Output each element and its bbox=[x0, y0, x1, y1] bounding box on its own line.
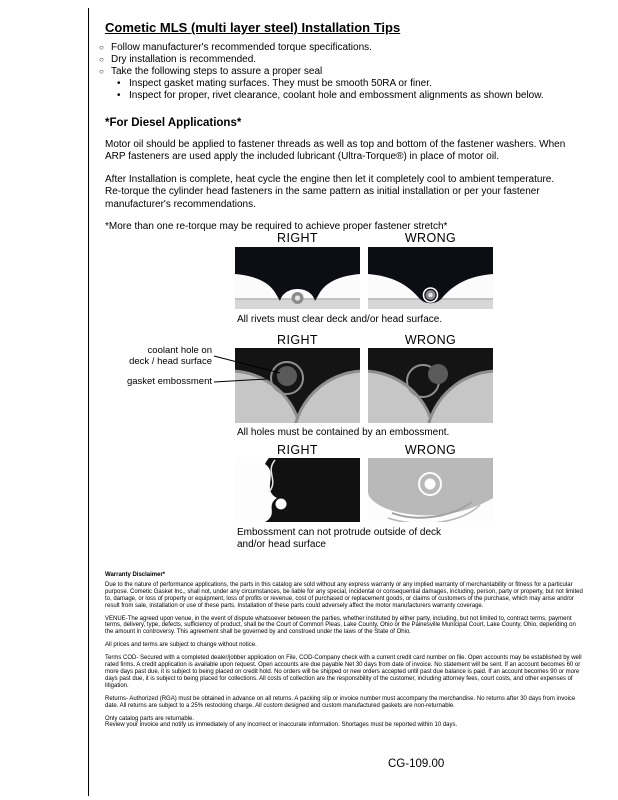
diagram-header-right: RIGHT bbox=[277, 443, 318, 457]
tip-text: Follow manufacturer's recommended torque specifications. bbox=[111, 42, 372, 53]
gasket-embossment-label: gasket embossment bbox=[126, 376, 212, 387]
list-item bbox=[99, 66, 581, 78]
tip-text: Take the following steps to assure a proper seal bbox=[111, 66, 323, 77]
legal-paragraph: All prices and terms are subject to change without notice. bbox=[105, 642, 257, 649]
warranty-disclaimer-section bbox=[105, 572, 583, 735]
legal-paragraph: Terms COD- Secured with a completed dealer/jobber application on File, COD-Company check with a current credit card number on file. Open accounts may be established by well rated firms. A credit application is available upon request. Open accounts are due payable Net 30 days from date of invoice. No statement will be sent. If an account becomes 60 or more days past due, it is subject to being placed on credit hold. No orders will be shipped or new orders accepted until past due balance is paid. If an account becomes 90 or more days past due, it is subject to being placed for collections. All costs of collection are the responsibility of the customer, including attorney fees, court costs, and other expenses of litigation. bbox=[105, 655, 582, 689]
rivet-clearance-wrong-image bbox=[368, 247, 493, 309]
diagram-header-wrong: WRONG bbox=[404, 333, 457, 347]
diagram-caption: All rivets must clear deck and/or head surface. bbox=[237, 314, 443, 325]
open-bullet-icon: ○ bbox=[99, 67, 104, 76]
coolant-hole-label-line1: coolant hole on bbox=[147, 345, 212, 356]
diagram-caption: and/or head surface bbox=[237, 539, 326, 550]
diesel-paragraph: After Installation is complete, heat cycle the engine then let it completely cool to ambient temperature. Re-torque the cylinder head fasteners in the same pattern as initial installation or per your fastener manufacturer's recommendations. bbox=[105, 173, 555, 210]
diagram-header-wrong: WRONG bbox=[404, 231, 457, 245]
page-left-rule bbox=[88, 8, 89, 796]
list-item bbox=[99, 54, 581, 66]
legal-paragraph: Returns- Authorized (RGA) must be obtained in advance on all returns. A packing slip or invoice number must accompany the merchandise. No returns after 30 days from invoice date. All returns are subject to a 25% restocking charge. All custom designed and custom manufactured gaskets are non-returnable. bbox=[105, 695, 576, 709]
embossment-wrong-image bbox=[368, 458, 493, 522]
diagram-header-right: RIGHT bbox=[277, 231, 318, 245]
legal-paragraph: Only catalog parts are returnable. bbox=[105, 715, 195, 722]
filled-bullet-icon: • bbox=[117, 90, 121, 101]
coolant-hole-label-line2: deck / head surface bbox=[129, 355, 212, 367]
embossment-right-image bbox=[235, 458, 360, 522]
diagram-caption: All holes must be contained by an embossment. bbox=[237, 427, 450, 438]
coolant-hole-label bbox=[104, 346, 212, 367]
filled-bullet-icon: • bbox=[117, 78, 121, 89]
diagram-header-wrong: WRONG bbox=[404, 443, 457, 457]
coolant-hole-right-image bbox=[235, 348, 360, 423]
list-item bbox=[99, 42, 581, 54]
tip-sub-text: Inspect gasket mating surfaces. They must be smooth 50RA or finer. bbox=[129, 78, 432, 89]
coolant-hole-wrong-image bbox=[368, 348, 493, 423]
open-bullet-icon: ○ bbox=[99, 43, 104, 52]
page-code: CG-109.00 bbox=[388, 758, 445, 770]
diesel-applications-section bbox=[105, 117, 573, 244]
diesel-paragraph: *More than one re-torque may be required to achieve proper fastener stretch* bbox=[105, 221, 448, 232]
tip-sub-text: Inspect for proper, rivet clearance, coolant hole and embossment alignments as shown below. bbox=[129, 90, 544, 101]
warranty-disclaimer-title: Warranty Disclaimer* bbox=[105, 572, 166, 578]
sub-list-item bbox=[117, 90, 581, 102]
open-bullet-icon: ○ bbox=[99, 55, 104, 64]
diagram-caption: Embossment can not protrude outside of deck bbox=[237, 527, 442, 538]
diesel-paragraph: Motor oil should be applied to fastener threads as well as top and bottom of the fastener washers. When ARP fasteners are used apply the included lubricant (Ultra-Torque®) in place of motor oil. bbox=[105, 138, 566, 162]
tip-text: Dry installation is recommended. bbox=[111, 54, 257, 65]
sub-list-item bbox=[117, 78, 581, 90]
diagram-header-right: RIGHT bbox=[277, 333, 318, 347]
page-title: Cometic MLS (multi layer steel) Installation Tips bbox=[105, 20, 401, 35]
legal-paragraph: Due to the nature of performance applications, the parts in this catalog are sold without any express warranty or any implied warranty of merchantability or fitness for a particular purpose. Cometic Gasket Inc., shall not, under any circumstances, be liable for any special, incidental or consequential damages, including, person, party or property, but not limited to, damage, or loss of property or equipment, loss of profits or revenue, cost of purchased or replacement goods, or claims of customers of the purchase, which may arise and/or result from sale, installation or use of these parts. Installation of these parts could adversely affect the motor manufacturers warranty coverage. bbox=[105, 581, 583, 609]
rivet-clearance-right-image bbox=[235, 247, 360, 309]
diesel-heading: *For Diesel Applications* bbox=[105, 117, 242, 129]
legal-paragraph: Review your invoice and notify us immediately of any incorrect or inaccurate information. Shortages must be reported within 10 days. bbox=[105, 722, 458, 729]
installation-tips-list bbox=[99, 42, 581, 102]
legal-paragraph: VENUE-The agreed upon venue, in the event of dispute whatsoever between the parties, whether instituted by either party, including, but not limited to, contract terms, payment terms, delivery, type, defects, sufficiency of product, shall be the Court of Common Pleas, Lake County, Ohio or the Painesville Municipal Court, Lake County, Ohio, depending on the amount in controversy. This agreement shall be governed by and construed under the laws of the State of Ohio. bbox=[105, 615, 576, 636]
